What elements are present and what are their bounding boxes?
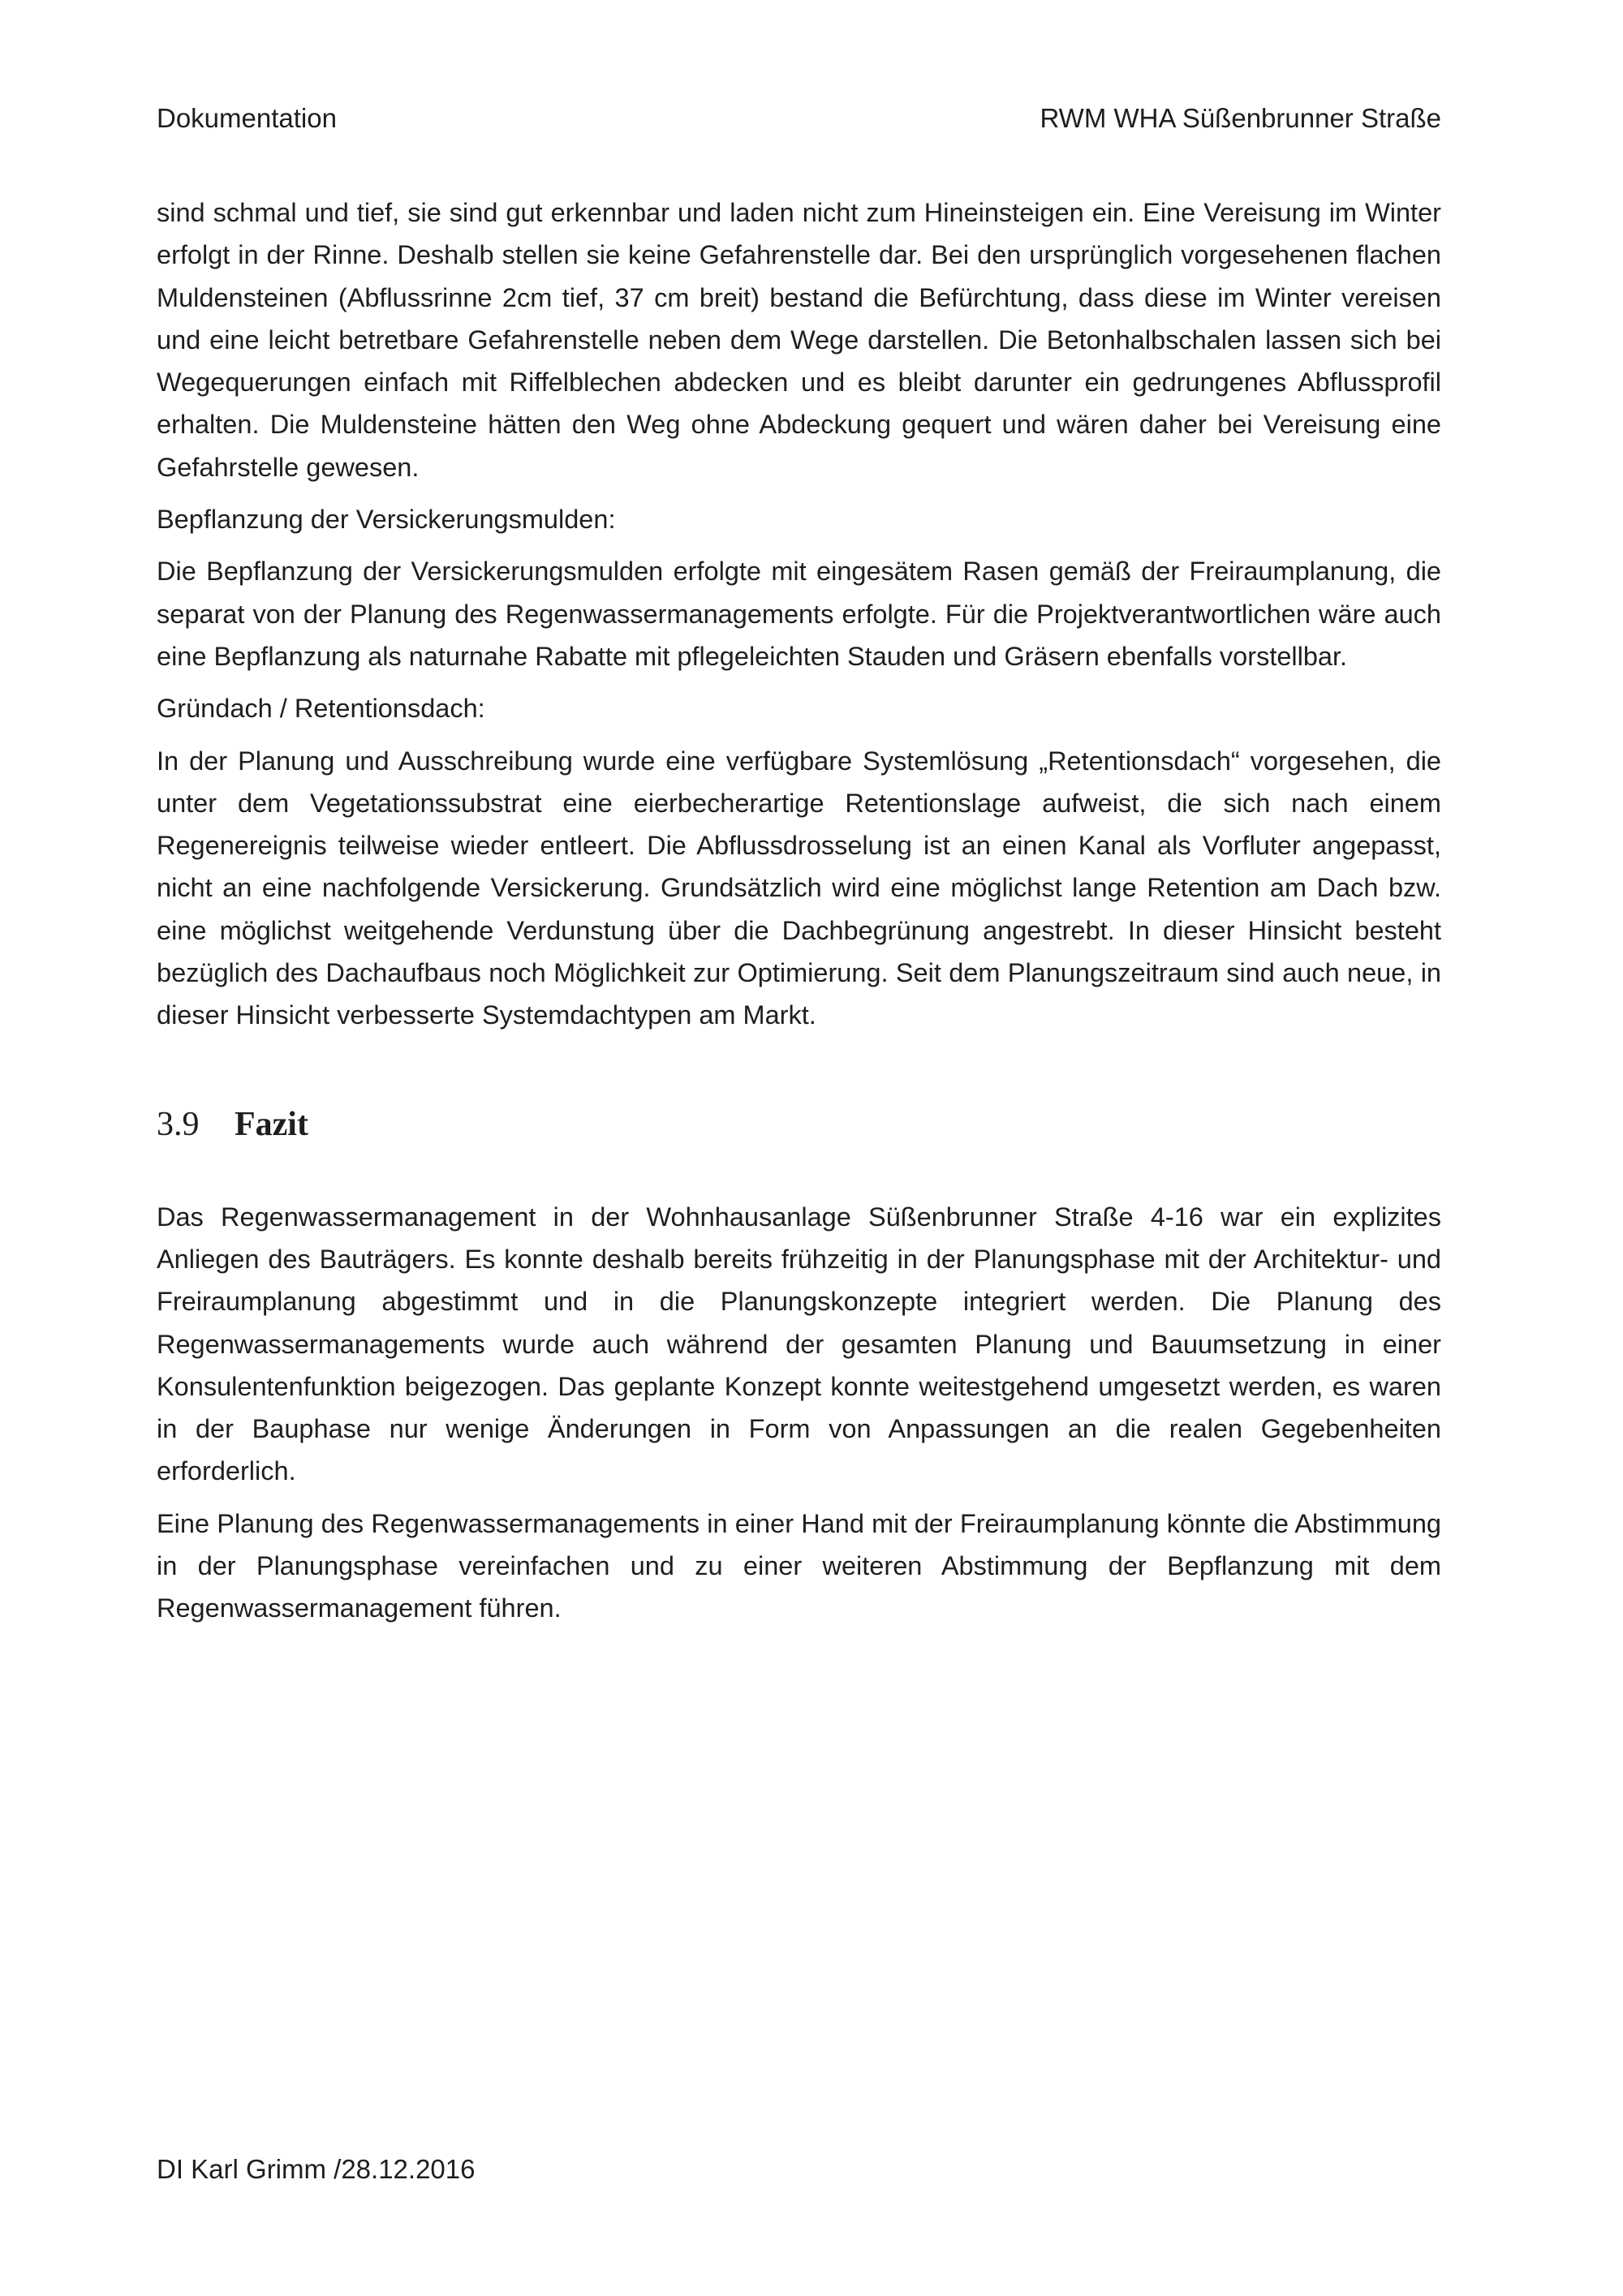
- header-left: Dokumentation: [157, 103, 337, 133]
- paragraph-fazit-2: Eine Planung des Regenwassermanagements in einer Hand mit der Freiraumplanung könnte die Abstimmung in der Planungsphase vereinfachen und zu einer weiteren Abstimmung der Bepflanzung mit dem Regenwassermanagement führen.: [157, 1508, 1441, 1623]
- page-content: [157, 191, 1441, 1640]
- paragraph-gruendach: In der Planung und Ausschreibung wurde eine verfügbare Systemlösung „Retentionsdach“ vorgesehen, die unter dem Vegetationssubstrat eine eierbecherartige Retentionslage aufweist, die sich nach einem Regenereignis teilweise wieder entleert. Die Abflussdrosselung ist an einen Kanal als Vorfluter angepasst, nicht an eine nachfolgende Versickerung. Grundsätzlich wird eine möglichst lange Retention am Dach bzw. eine möglichst weitgehende Verdunstung über die Dachbegrünung angestrebt. In dieser Hinsicht besteht bezüglich des Dachaufbaus noch Möglichkeit zur Optimierung. Seit dem Planungszeitraum sind auch neue, in dieser Hinsicht verbesserte Systemdachtypen am Markt.: [157, 746, 1441, 1030]
- page-header: [157, 99, 1441, 138]
- paragraph-fazit-1: Das Regenwassermanagement in der Wohnhausanlage Süßenbrunner Straße 4-16 war ein explizites Anliegen des Bauträgers. Es konnte deshalb bereits frühzeitig in der Planungsphase mit der Architektur- und Freiraumplanung abgestimmt und in die Planungskonzepte integriert werden. Die Planung des Regenwassermanagements wurde auch während der gesamten Planung und Bauumsetzung in einer Konsulentenfunktion beigezogen. Das geplante Konzept konnte weitestgehend umgesetzt werden, es waren in der Bauphase nur wenige Änderungen in Form von Anpassungen an die realen Gegebenheiten erforderlich.: [157, 1202, 1441, 1486]
- paragraph-muldensteine: sind schmal und tief, sie sind gut erkennbar und laden nicht zum Hineinsteigen ein. Eine Vereisung im Winter erfolgt in der Rinne. Deshalb stellen sie keine Gefahrenstelle dar. Bei den ursprünglich vorgesehenen flachen Muldensteinen (Abflussrinne 2cm tief, 37 cm breit) bestand die Befürchtung, dass diese im Winter vereisen und eine leicht betretbare Gefahrenstelle neben dem Wege darstellen. Die Betonhalbschalen lassen sich bei Wegequerungen einfach mit Riffelblechen abdecken und es bleibt darunter ein gedrungenes Abflussprofil erhalten. Die Muldensteine hätten den Weg ohne Abdeckung gequert und wären daher bei Vereisung eine Gefahrstelle gewesen.: [157, 198, 1441, 482]
- section-number: 3.9: [157, 1105, 200, 1143]
- subheading-bepflanzung: Bepflanzung der Versickerungsmulden:: [157, 505, 616, 535]
- paragraph-bepflanzung: Die Bepflanzung der Versickerungsmulden erfolgte mit eingesätem Rasen gemäß der Freiraumplanung, die separat von der Planung des Regenwassermanagements erfolgte. Für die Projektverantwortlichen wäre auch eine Bepflanzung als naturnahe Rabatte mit pflegeleichten Stauden und Gräsern ebenfalls vorstellbar.: [157, 557, 1441, 671]
- page-footer: DI Karl Grimm /28.12.2016: [157, 2154, 476, 2184]
- section-heading: [157, 1100, 1441, 1149]
- subheading-gruendach: Gründach / Retentionsdach:: [157, 694, 485, 724]
- header-right: RWM WHA Süßenbrunner Straße: [1040, 103, 1441, 133]
- section-title: Fazit: [235, 1105, 308, 1143]
